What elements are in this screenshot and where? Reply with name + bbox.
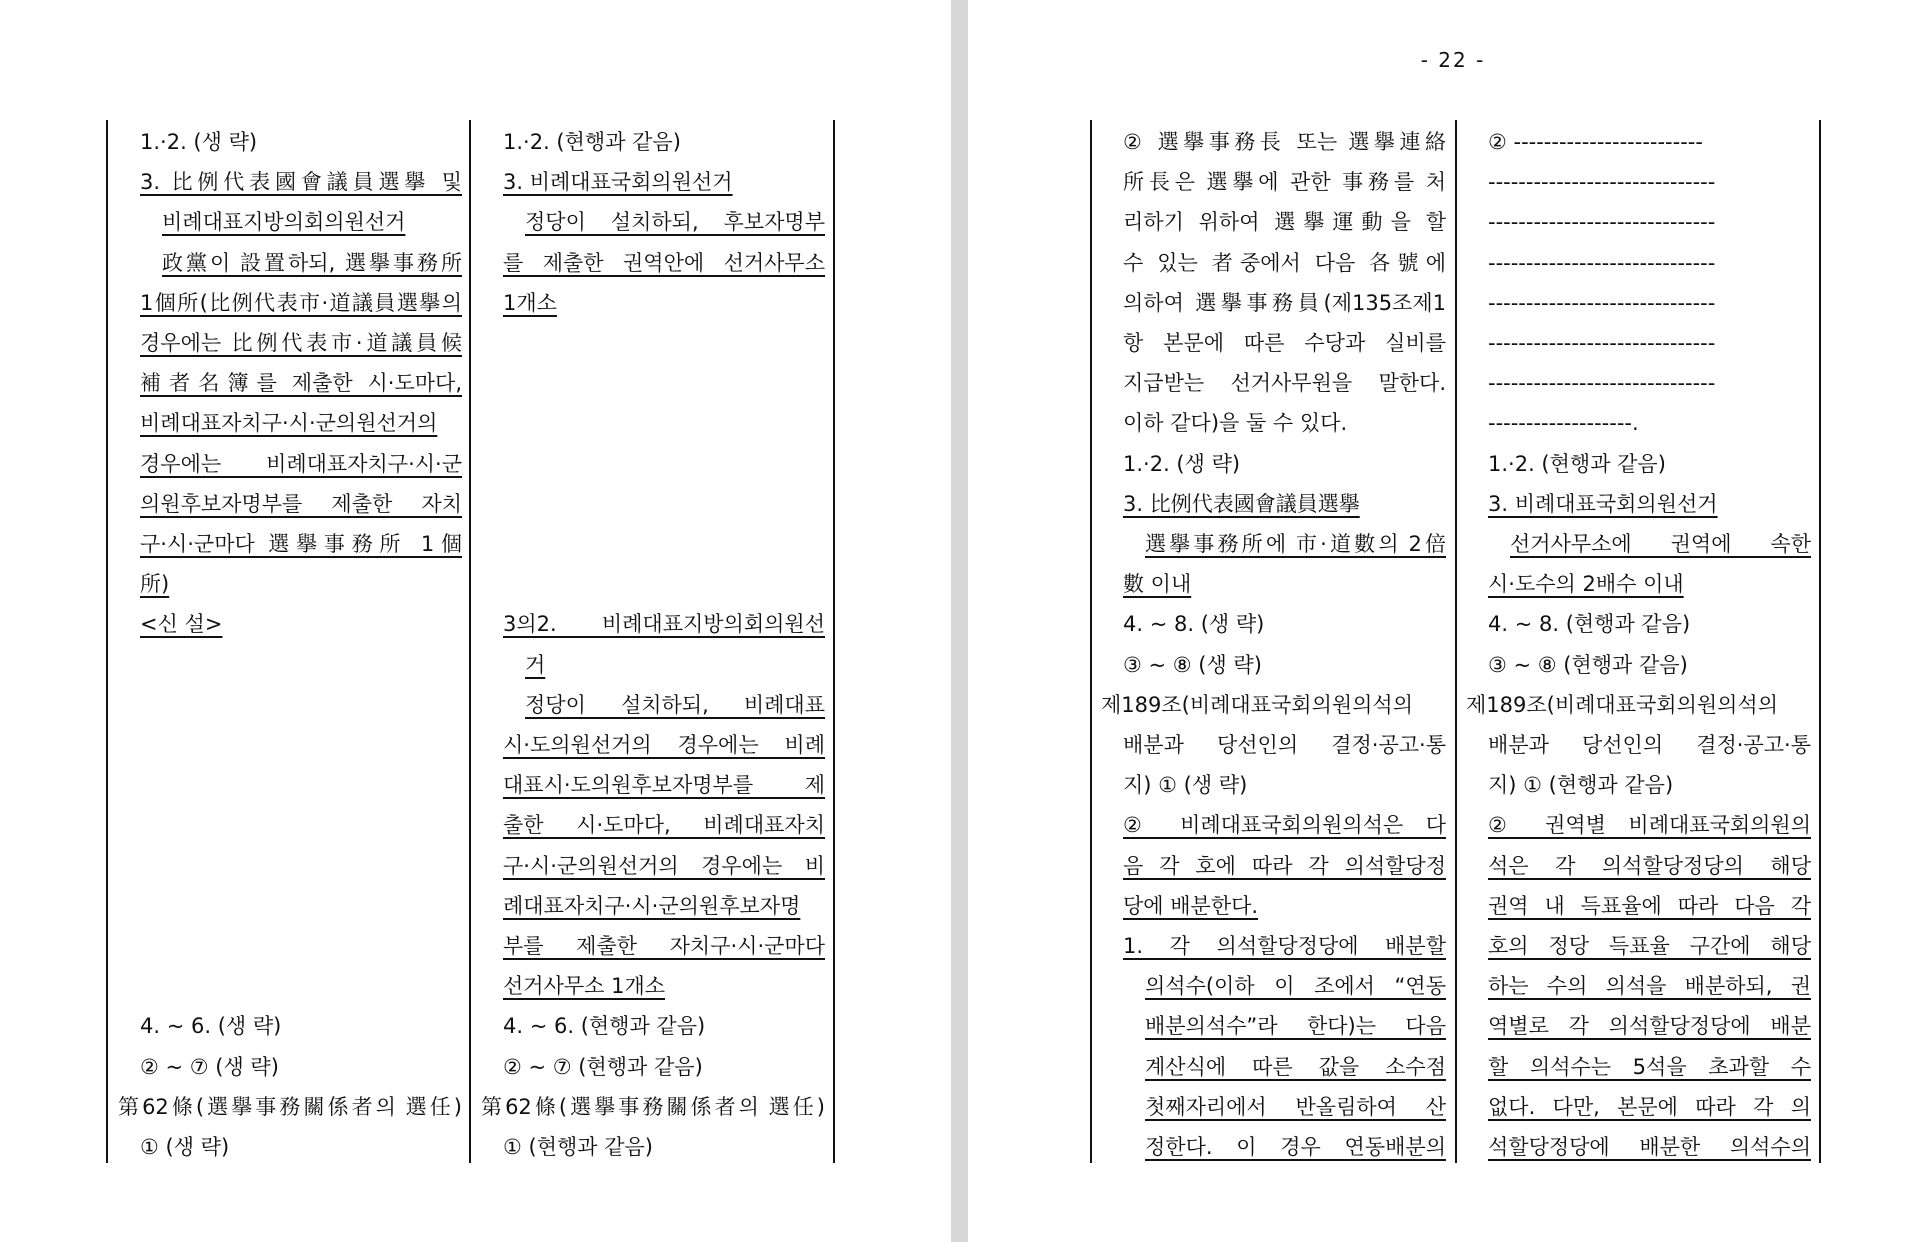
- text-line: [1123, 886, 1446, 926]
- text-line: [140, 1127, 462, 1167]
- text-line: [525, 645, 825, 685]
- text-line: [140, 323, 462, 363]
- amended-text: 所): [140, 572, 170, 597]
- law-text: 이하 같다)을 둘 수 있다.: [1123, 411, 1348, 436]
- law-text: 4. ~ 8. (현행과 같음): [1488, 612, 1691, 637]
- amended-text: 첫째자리에서 반올림하여 산: [1145, 1094, 1446, 1119]
- text-line: [525, 685, 825, 725]
- law-text: ------------------------------: [1488, 331, 1716, 355]
- amended-text: 하는 수의 의석을 배분하되, 권: [1488, 974, 1811, 999]
- law-text: ------------------------------: [1488, 371, 1716, 396]
- right-page-outer-left-rule: [1090, 120, 1092, 1163]
- text-line: [1123, 323, 1446, 363]
- amended-text: 정당이 설치하되, 후보자명부: [525, 210, 825, 235]
- law-text: 1.·2. (생 략): [140, 130, 258, 154]
- text-line: [140, 363, 462, 403]
- text-line: [1488, 162, 1811, 202]
- text-line: [481, 1087, 825, 1127]
- text-line: [1123, 645, 1446, 685]
- law-text: ③ ~ ⑧ (현행과 같음): [1488, 652, 1688, 677]
- text-line: [503, 604, 825, 644]
- text-line: [503, 283, 825, 323]
- law-text: 항 본문에 따른 수당과 실비를: [1123, 331, 1446, 355]
- text-line: [1510, 524, 1811, 564]
- law-text: ------------------------------: [1488, 290, 1716, 315]
- text-line: [1101, 685, 1446, 725]
- text-line: [1145, 1006, 1446, 1046]
- amended-text: 1. 각 의석할당정당에 배분할: [1123, 934, 1446, 958]
- amended-text: 비례대표자치구·시·군의원선거의: [140, 411, 438, 436]
- text-line: [1488, 283, 1811, 323]
- right-page-outer-right-rule: [1819, 120, 1821, 1163]
- text-line: [1123, 805, 1446, 845]
- amended-text: 대표시·도의원후보자명부를 제: [503, 773, 825, 798]
- law-text: ② 選擧事務長 또는 選擧連絡: [1123, 130, 1446, 154]
- text-line: [140, 283, 462, 323]
- amended-text: 출한 시·도마다, 비례대표자치: [503, 813, 825, 838]
- text-line: [1123, 564, 1446, 604]
- amended-text: 없다. 다만, 본문에 따라 각 의: [1488, 1094, 1811, 1119]
- law-text: 4. ~ 8. (생 략): [1123, 612, 1265, 637]
- amended-text: 시·도수의 2배수 이내: [1488, 572, 1684, 597]
- amended-text: 석할당정당에 배분한 의석수의: [1488, 1135, 1811, 1159]
- law-text: -------------------.: [1488, 411, 1639, 436]
- text-line: [1123, 444, 1446, 484]
- law-text: 第62條(選擧事務關係者의 選任): [118, 1094, 462, 1119]
- amended-text: 경우에는 비례대표자치구·시·군: [140, 451, 462, 476]
- amended-text: 거: [525, 652, 546, 677]
- text-line: [140, 444, 462, 484]
- law-text: ------------------------------: [1488, 170, 1716, 195]
- text-line: [1488, 604, 1811, 644]
- page-gutter: [951, 0, 968, 1242]
- law-text: 제189조(비례대표국회의원의석의: [1101, 692, 1413, 717]
- text-line: [1488, 484, 1811, 524]
- right-page-center-rule: [1455, 120, 1457, 1163]
- law-text: 배분과 당선인의 결정·공고·통: [1488, 733, 1811, 757]
- law-text: ------------------------------: [1488, 210, 1716, 235]
- amended-text: 석은 각 의석할당정당의 해당: [1488, 853, 1811, 878]
- amended-text: ② 권역별 비례대표국회의원의: [1488, 813, 1811, 838]
- text-line: [1488, 1047, 1811, 1087]
- amended-text: 선거사무소에 권역에 속한: [1510, 532, 1811, 556]
- text-line: [1488, 403, 1811, 443]
- amended-text: 할 의석수는 5석을 초과할 수: [1488, 1054, 1811, 1079]
- text-line: [1123, 725, 1446, 765]
- amended-text: 호의 정당 득표율 구간에 해당: [1488, 934, 1811, 958]
- text-line: [1488, 966, 1811, 1006]
- text-line: [503, 926, 825, 966]
- amended-text: 부를 제출한 자치구·시·군마다: [503, 934, 825, 958]
- text-line: [503, 122, 825, 162]
- text-line: [1488, 725, 1811, 765]
- text-line: [1145, 524, 1446, 564]
- text-line: [503, 846, 825, 886]
- text-line: [1123, 604, 1446, 644]
- amended-text: 당에 배분한다.: [1123, 893, 1259, 918]
- text-line: [1488, 122, 1811, 162]
- text-line: [1145, 1087, 1446, 1127]
- amended-text: 권역 내 득표율에 따라 다음 각: [1488, 893, 1811, 918]
- text-line: [1488, 202, 1811, 242]
- amended-text: 選擧事務所에 市·道數의 2倍: [1145, 532, 1446, 556]
- amended-text: 시·도의원선거의 경우에는 비례: [503, 733, 825, 757]
- text-line: [503, 1006, 825, 1046]
- text-line: [1123, 202, 1446, 242]
- amended-text: 1個所(比例代表市·道議員選擧의: [140, 290, 462, 315]
- text-line: [1123, 162, 1446, 202]
- text-line: [503, 1047, 825, 1087]
- amended-text: 정한다. 이 경우 연동배분의: [1145, 1135, 1446, 1159]
- law-text: ③ ~ ⑧ (생 략): [1123, 652, 1262, 677]
- text-line: [140, 484, 462, 524]
- amended-text: 1개소: [503, 290, 557, 315]
- text-line: [1123, 403, 1446, 443]
- amended-text: 례대표자치구·시·군의원후보자명: [503, 893, 801, 918]
- text-line: [140, 403, 462, 443]
- amended-text: 계산식에 따른 값을 소수점: [1145, 1054, 1446, 1079]
- amended-text: 3. 비례대표국회의원선거: [1488, 491, 1718, 516]
- text-line: [1123, 122, 1446, 162]
- law-text: ② -------------------------: [1488, 130, 1703, 154]
- amended-text: 경우에는 比例代表市·道議員候: [140, 331, 462, 355]
- amended-text: 역별로 각 의석할당정당에 배분: [1488, 1014, 1811, 1039]
- law-text: ① (생 략): [140, 1135, 230, 1159]
- amended-text: 정당이 설치하되, 비례대표: [525, 692, 825, 717]
- law-text: 배분과 당선인의 결정·공고·통: [1123, 733, 1446, 757]
- text-line: [503, 966, 825, 1006]
- law-text: 지) ① (현행과 같음): [1488, 773, 1674, 798]
- law-text: 1.·2. (현행과 같음): [1488, 451, 1666, 476]
- text-line: [503, 765, 825, 805]
- text-line: [1123, 363, 1446, 403]
- text-line: [1488, 323, 1811, 363]
- law-text: 4. ~ 6. (생 략): [140, 1014, 282, 1039]
- text-line: [1488, 363, 1811, 403]
- text-line: [1488, 1087, 1811, 1127]
- law-text: ② ~ ⑦ (생 략): [140, 1054, 279, 1079]
- amended-text: <신 설>: [140, 612, 223, 637]
- text-line: [1488, 243, 1811, 283]
- text-line: [1123, 846, 1446, 886]
- text-line: [503, 1127, 825, 1167]
- text-line: [1488, 926, 1811, 966]
- amended-text: 3의2. 비례대표지방의회의원선: [503, 612, 825, 637]
- amended-text: 의원후보자명부를 제출한 자치: [140, 491, 462, 516]
- text-line: [1488, 1127, 1811, 1167]
- left-page-center-rule: [469, 120, 471, 1163]
- text-line: [525, 202, 825, 242]
- left-page-outer-left-rule: [106, 120, 108, 1163]
- law-text: 第62條(選擧事務關係者의 選任): [481, 1094, 825, 1119]
- amended-text: 3. 比例代表國會議員選擧: [1123, 491, 1360, 516]
- left-page-outer-right-rule: [833, 120, 835, 1163]
- amended-text: 구·시·군의원선거의 경우에는 비: [503, 853, 825, 878]
- text-line: [1145, 1127, 1446, 1167]
- amended-text: 數 이내: [1123, 572, 1192, 597]
- amended-text: 비례대표지방의회의원선거: [162, 210, 406, 235]
- text-line: [1488, 846, 1811, 886]
- text-line: [1123, 243, 1446, 283]
- text-line: [1123, 926, 1446, 966]
- amended-text: 3. 比例代表國會議員選擧 및: [140, 170, 462, 195]
- text-line: [503, 162, 825, 202]
- text-line: [162, 243, 462, 283]
- law-text: 의하여 選擧事務員(제135조제1: [1123, 290, 1446, 315]
- text-line: [1123, 765, 1446, 805]
- text-line: [1145, 966, 1446, 1006]
- law-text: ① (현행과 같음): [503, 1135, 653, 1159]
- text-line: [140, 524, 462, 564]
- text-line: [1488, 645, 1811, 685]
- law-text: 리하기 위하여 選擧運動을 할: [1123, 210, 1446, 235]
- text-line: [140, 162, 462, 202]
- amended-text: 배분의석수”라 한다)는 다음: [1145, 1014, 1446, 1039]
- law-text: 1.·2. (생 략): [1123, 451, 1241, 476]
- law-text: 지급받는 선거사무원을 말한다.: [1123, 371, 1446, 396]
- law-text: 수 있는 者중에서 다음 各號에: [1123, 250, 1446, 275]
- law-text: 所長은 選擧에 관한 事務를 처: [1123, 170, 1446, 195]
- law-text: 1.·2. (현행과 같음): [503, 130, 681, 154]
- amended-text: 補者名簿를 제출한 시·도마다,: [140, 371, 462, 396]
- law-text: ------------------------------: [1488, 250, 1716, 275]
- text-line: [503, 243, 825, 283]
- amended-text: 政黨이 設置하되, 選擧事務所: [162, 250, 462, 275]
- text-line: [140, 122, 462, 162]
- text-line: [1488, 1006, 1811, 1046]
- law-text: ② ~ ⑦ (현행과 같음): [503, 1054, 703, 1079]
- text-line: [118, 1087, 462, 1127]
- amended-text: ② 비례대표국회의원의석은 다: [1123, 813, 1446, 838]
- amended-text: 선거사무소 1개소: [503, 974, 666, 999]
- text-line: [162, 202, 462, 242]
- amended-text: 3. 비례대표국회의원선거: [503, 170, 733, 195]
- text-line: [1123, 283, 1446, 323]
- law-text: 제189조(비례대표국회의원의석의: [1466, 692, 1778, 717]
- text-line: [1488, 886, 1811, 926]
- text-line: [1488, 444, 1811, 484]
- amended-text: 를 제출한 권역안에 선거사무소: [503, 250, 825, 275]
- text-line: [503, 886, 825, 926]
- amended-text: 음 각 호에 따라 각 의석할당정: [1123, 853, 1446, 878]
- text-line: [140, 564, 462, 604]
- text-line: [1488, 765, 1811, 805]
- amended-text: 구·시·군마다 選擧事務所 1個: [140, 532, 462, 556]
- text-line: [1123, 484, 1446, 524]
- text-line: [1488, 564, 1811, 604]
- text-line: [1466, 685, 1811, 725]
- text-line: [1488, 805, 1811, 845]
- text-line: [503, 805, 825, 845]
- law-text: 지) ① (생 략): [1123, 773, 1248, 798]
- text-line: [503, 725, 825, 765]
- text-line: [140, 1047, 462, 1087]
- page-number: - 22 -: [1420, 48, 1486, 72]
- law-text: 4. ~ 6. (현행과 같음): [503, 1014, 706, 1039]
- text-line: [140, 604, 462, 644]
- text-line: [140, 1006, 462, 1046]
- amended-text: 의석수(이하 이 조에서 “연동: [1145, 974, 1446, 999]
- text-line: [1145, 1047, 1446, 1087]
